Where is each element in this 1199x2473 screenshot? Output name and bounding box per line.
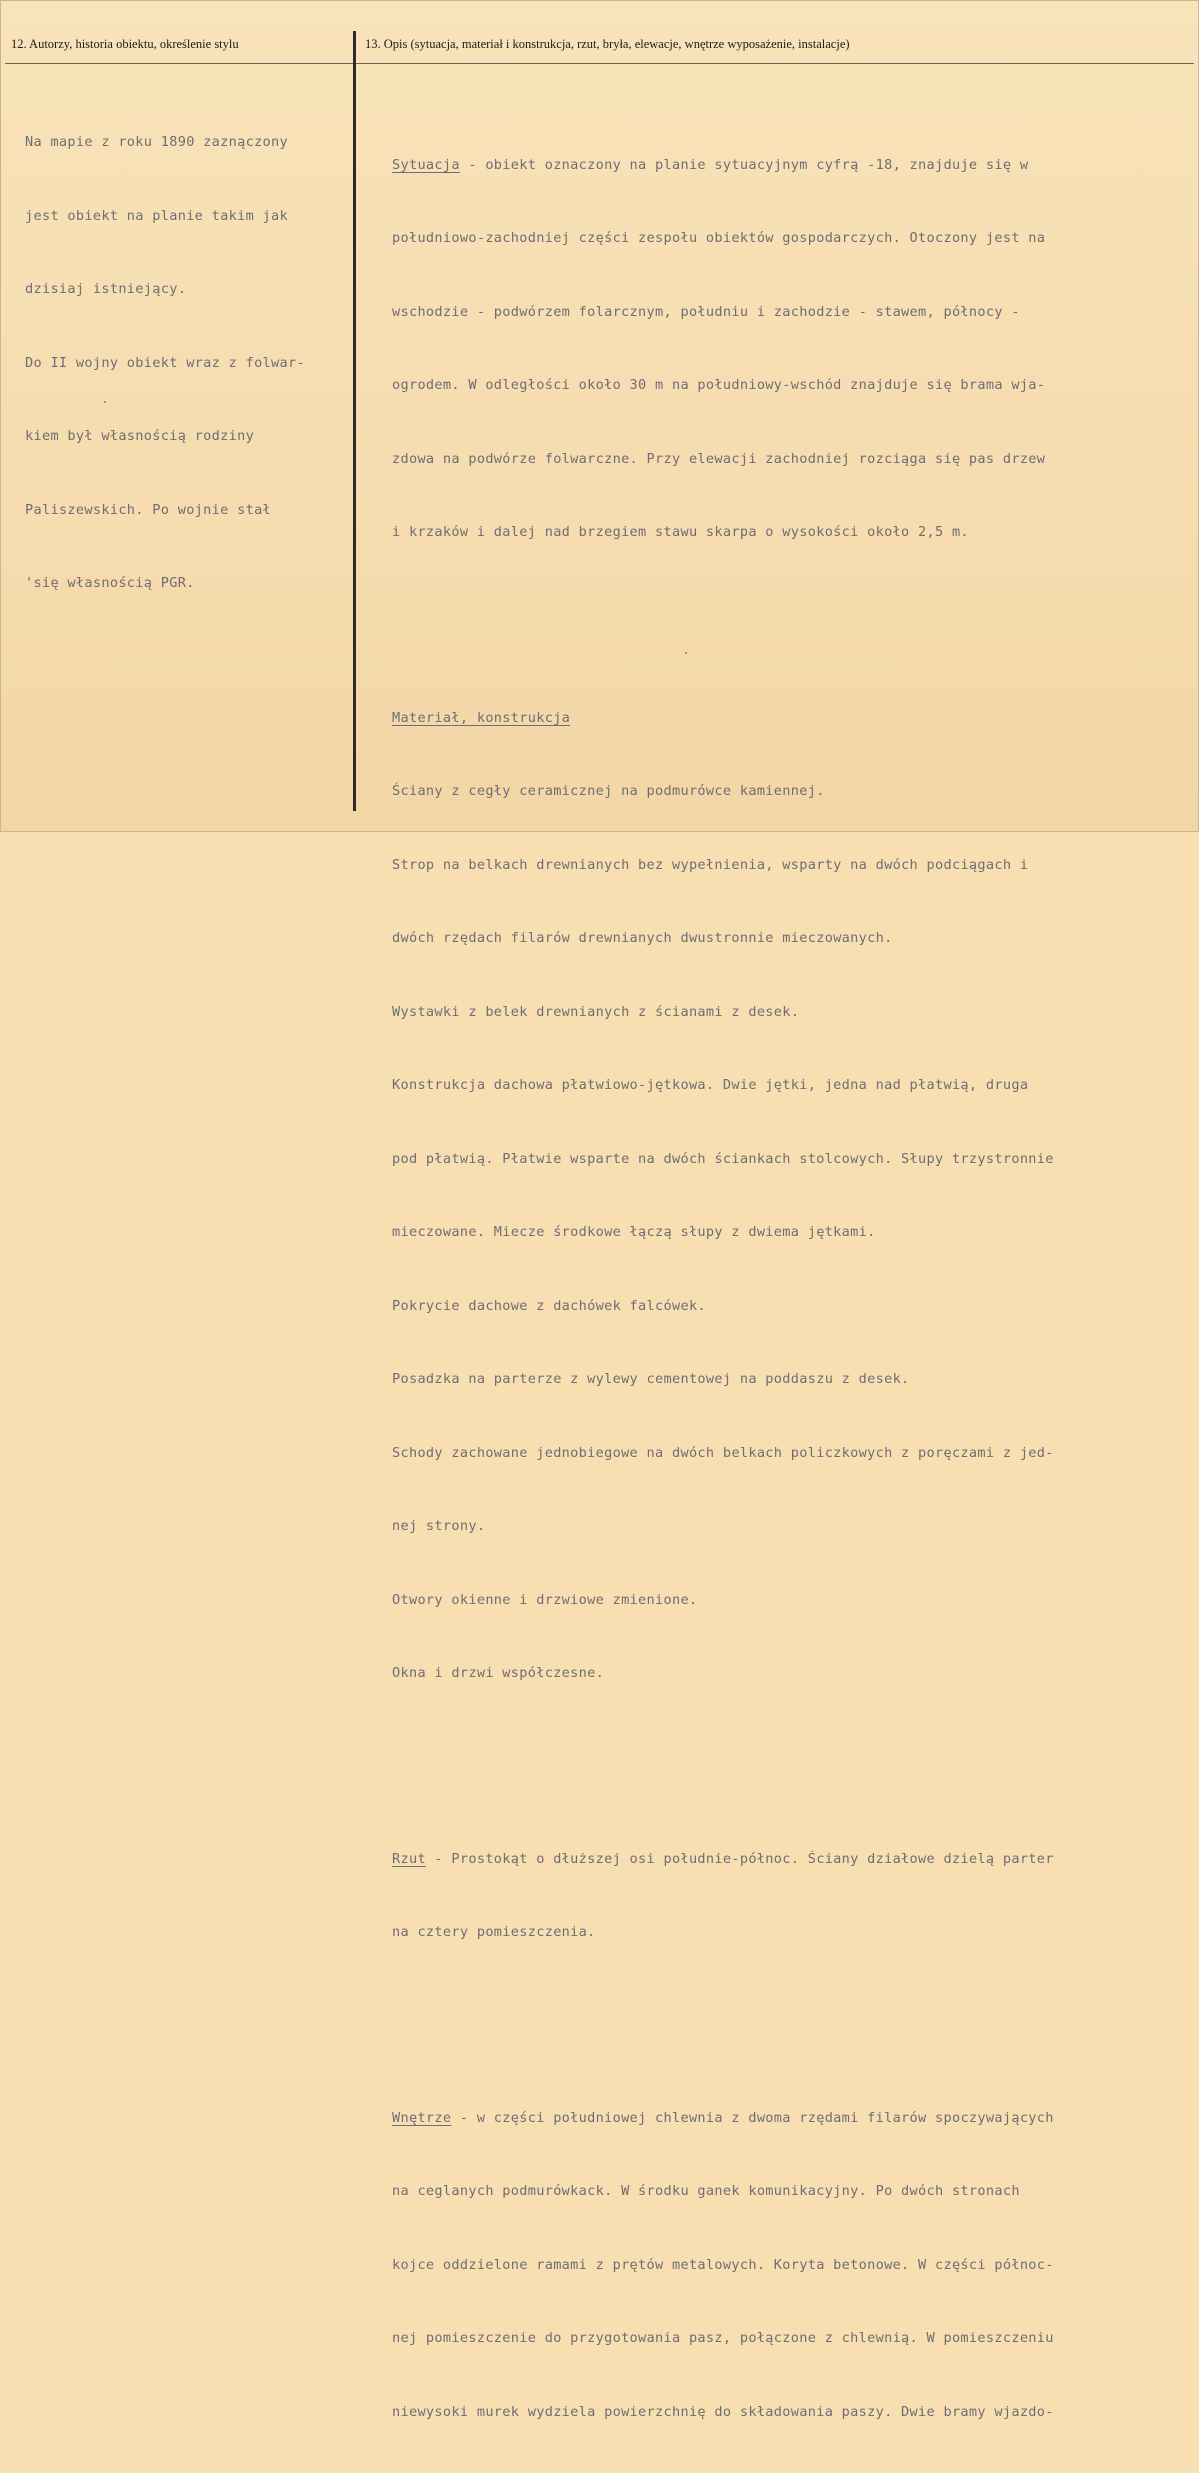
interior-first-line [392, 2106, 1054, 2131]
history-line: Paliszewskich. Po wojnie stał [25, 501, 272, 518]
paper-speck [104, 401, 106, 403]
header-rule [5, 63, 1194, 64]
history-line: dzisiaj istniejący. [25, 281, 187, 297]
material-line: Posadzka na parterze z wylewy cementowej na poddaszu z desek. [392, 1371, 910, 1387]
plan-heading: Rzut [392, 1850, 426, 1867]
history-line: Na mapie z roku 1890 zaznączony [25, 134, 289, 150]
situation-text: - obiekt oznaczony na planie sytuacyjnym cyfrą -18, znajduje się w [459, 156, 1029, 173]
material-line: dwóch rzędach filarów drewnianych dwustronnie mieczowanych. [392, 930, 893, 946]
material-line: mieczowane. Miecze środkowe łączą słupy z dwiema jętkami. [392, 1224, 876, 1240]
material-line: Wystawki z belek drewnianych z ścianami z desek. [392, 1003, 800, 1020]
material-line: Strop na belkach drewnianych bez wypełnienia, wsparty na dwóch podciągach i [392, 856, 1029, 873]
column-divider [353, 31, 356, 811]
situation-line: i krzaków i dalej nad brzegiem stawu skarpa o wysokości około 2,5 m. [392, 524, 969, 540]
plan-first-line [392, 1847, 1054, 1872]
situation-first-line [392, 153, 1054, 178]
material-line: Ściany z cegły ceramicznej na podmurówce kamiennej. [392, 783, 825, 799]
description-text [392, 79, 1054, 2473]
history-line: Do II wojny obiekt wraz z folwar- [25, 354, 305, 371]
plan-text: - Prostokąt o dłuższej osi południe-północ. Ściany działowe dzielą parter [425, 1850, 1054, 1867]
plan-line: na cztery pomieszczenia. [392, 1924, 596, 1940]
interior-line: na ceglanych podmurówkack. W środku ganek komunikacyjny. Po dwóch stronach [392, 2183, 1020, 2199]
situation-line: ogrodem. W odległości około 30 m na południowy-wschód znajduje się brama wja- [392, 377, 1046, 393]
paper-speck [685, 652, 687, 654]
left-column-header: 12. Autorzy, historia obiektu, określenie stylu [11, 37, 239, 51]
situation-line: zdowa na podwórze folwarczne. Przy elewacji zachodniej rozciąga się pas drzew [392, 450, 1046, 467]
interior-line: kojce oddzielone ramami z prętów metalowych. Koryta betonowe. W części północ- [392, 2256, 1054, 2273]
history-line: jest obiekt na planie takim jak [25, 207, 289, 224]
right-column-header: 13. Opis (sytuacja, materiał i konstrukcja, rzut, bryła, elewacje, wnętrze wyposażenie, instalacje) [365, 37, 850, 51]
material-heading: Materiał, konstrukcja [392, 709, 571, 726]
material-line: pod płatwią. Płatwie wsparte na dwóch ściankach stolcowych. Słupy trzystronnie [392, 1150, 1054, 1167]
material-line: Schody zachowane jednobiegowe na dwóch belkach policzkowych z poręczami z jed- [392, 1444, 1054, 1461]
interior-line: niewysoki murek wydziela powierzchnię do składowania paszy. Dwie bramy wjazdo- [392, 2403, 1054, 2420]
history-text [25, 81, 305, 645]
history-line: 'się własnością PGR. [25, 575, 195, 591]
material-line: Okna i drzwi współczesne. [392, 1665, 605, 1681]
situation-line: południowo-zachodniej części zespołu obiektów gospodarczych. Otoczony jest na [392, 230, 1046, 246]
material-line: Otwory okienne i drzwiowe zmienione. [392, 1591, 698, 1608]
material-heading-line [392, 706, 1054, 731]
material-line: Pokrycie dachowe z dachówek falcówek. [392, 1297, 706, 1314]
situation-line: wschodzie - podwórzem folarcznym, południu i zachodzie - stawem, północy - [392, 303, 1020, 320]
interior-heading: Wnętrze [392, 2109, 452, 2126]
material-line: Konstrukcja dachowa płatwiowo-jętkowa. Dwie jętki, jedna nad płatwią, druga [392, 1077, 1029, 1093]
interior-text: - w części południowej chlewnia z dwoma rzędami filarów spoczywających [451, 2109, 1054, 2126]
situation-heading: Sytuacja [392, 156, 460, 173]
interior-line: nej pomieszczenie do przygotowania pasz, połączone z chlewnią. W pomieszczeniu [392, 2330, 1054, 2346]
history-line: kiem był własnością rodziny [25, 428, 255, 444]
material-line: nej strony. [392, 1518, 486, 1534]
